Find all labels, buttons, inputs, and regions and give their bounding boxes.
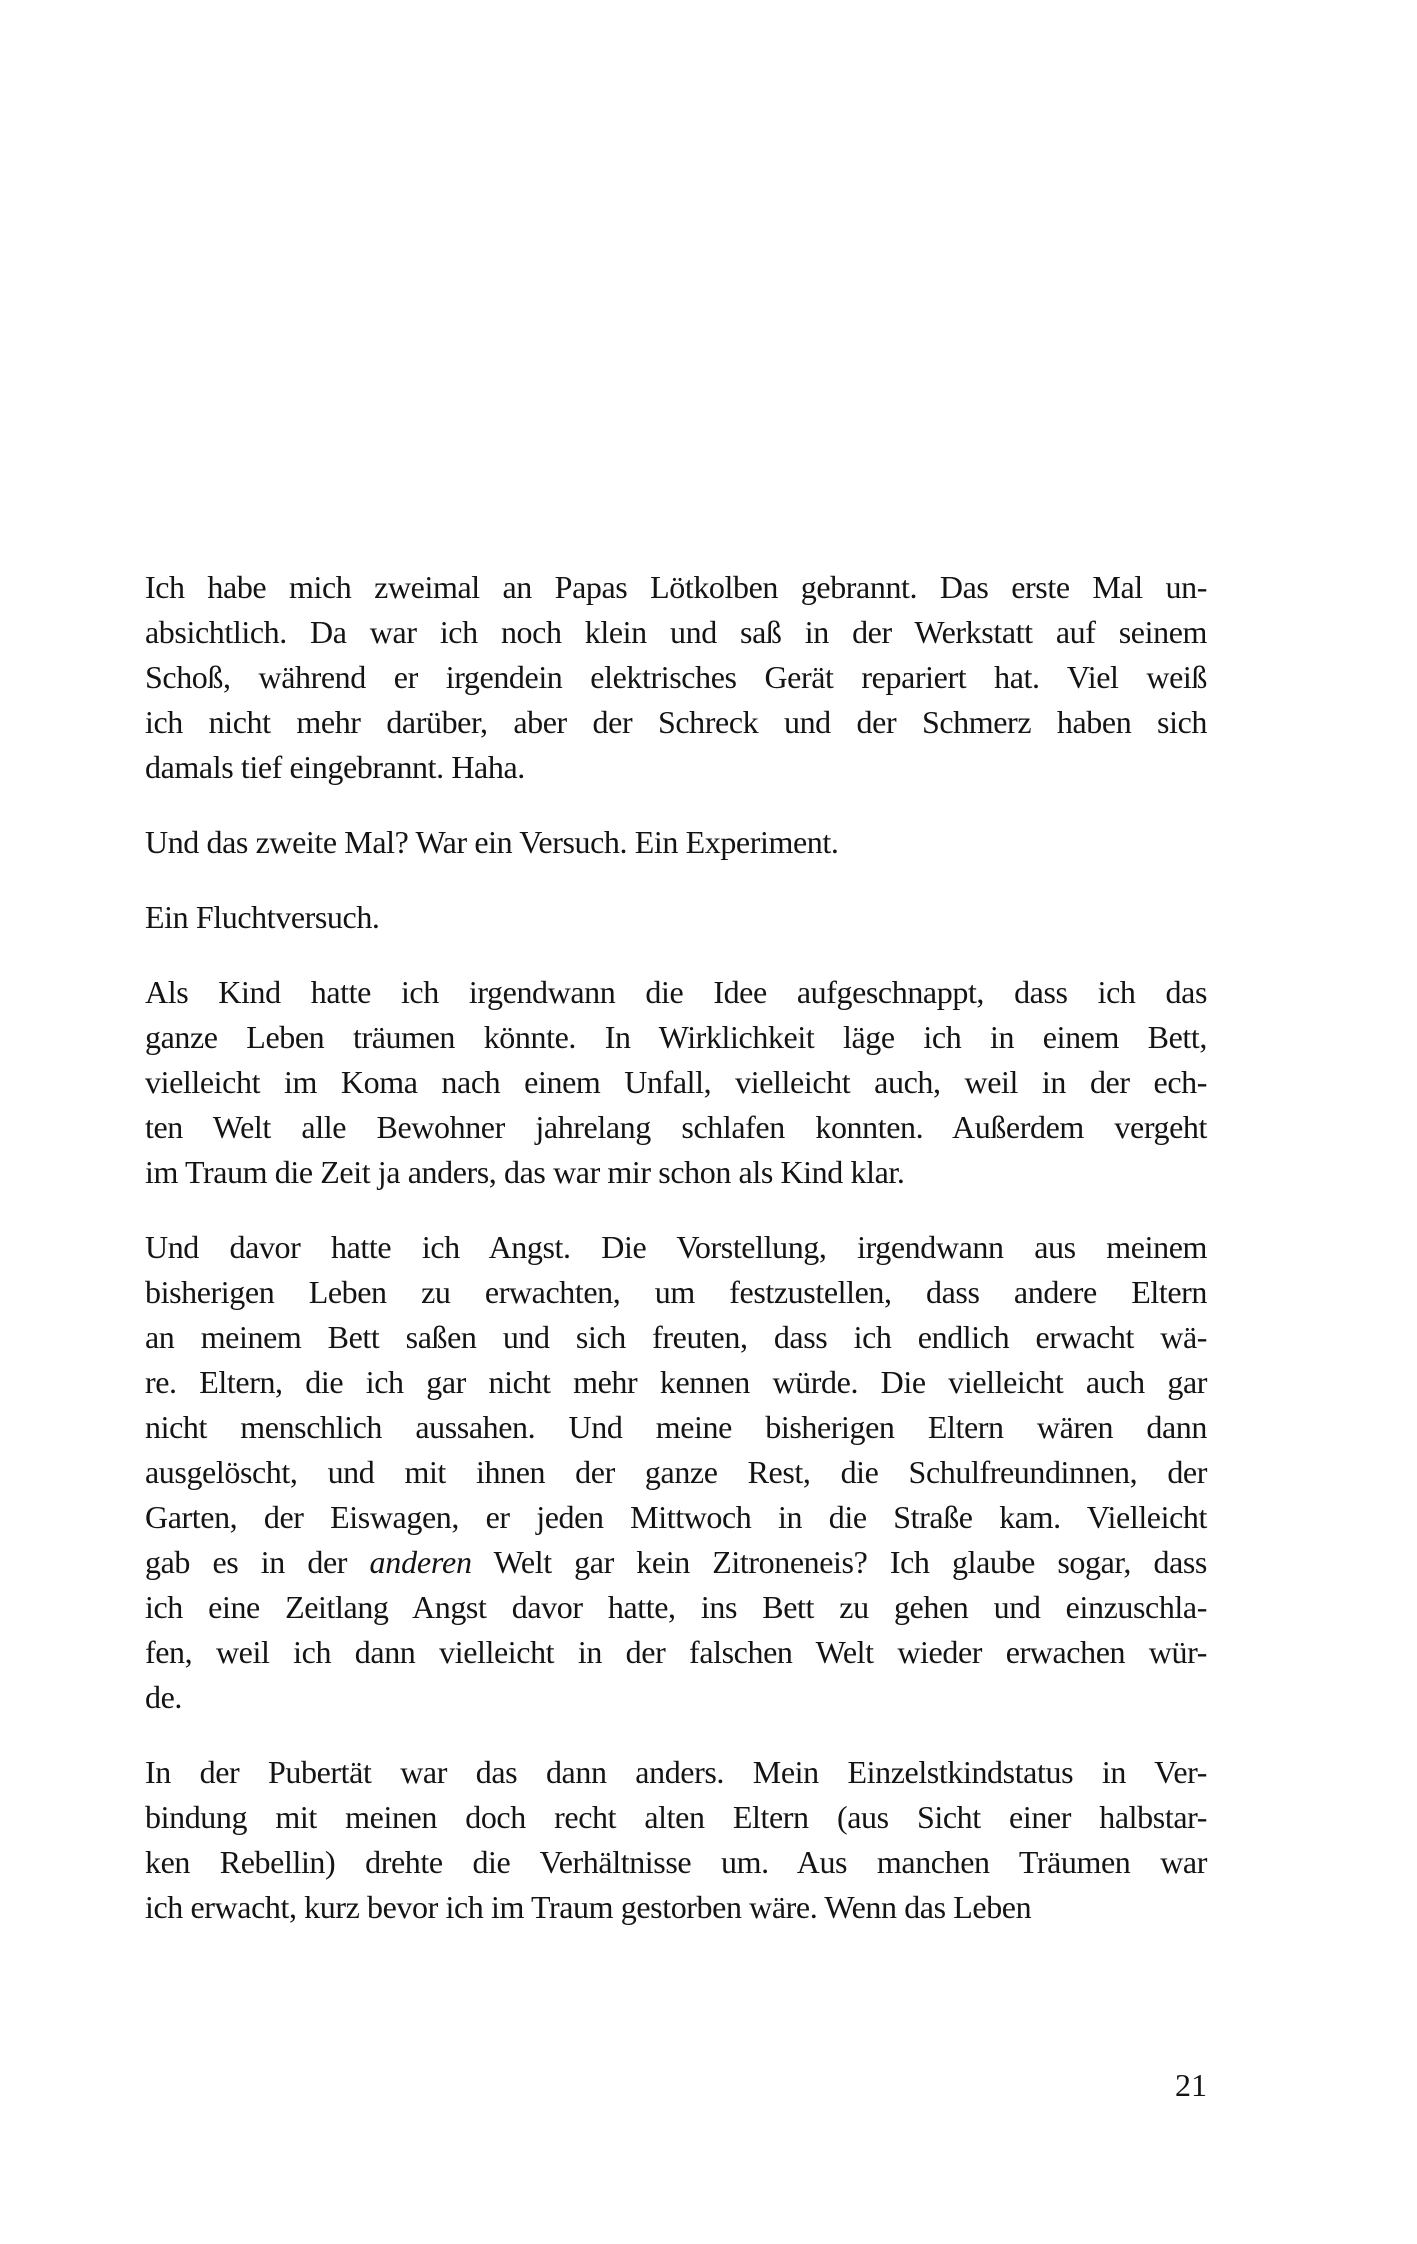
text-line: In der Pubertät war das dann anders. Mein Einzelstkindstatus in Ver- bbox=[145, 1754, 1207, 1790]
text-line: Und das zweite Mal? War ein Versuch. Ein Experiment. bbox=[145, 824, 839, 860]
text-line: re. Eltern, die ich gar nicht mehr kennen würde. Die vielleicht auch gar bbox=[145, 1364, 1207, 1400]
text-line: an meinem Bett saßen und sich freuten, dass ich endlich erwacht wä- bbox=[145, 1319, 1207, 1355]
page-number: 21 bbox=[1175, 2067, 1207, 2103]
text-line: absichtlich. Da war ich noch klein und saß in der Werkstatt auf seinem bbox=[145, 614, 1207, 650]
text-line: gab es in der anderen Welt gar kein Zitroneneis? Ich glaube sogar, dass bbox=[145, 1544, 1207, 1580]
text-line: ich nicht mehr darüber, aber der Schreck und der Schmerz haben sich bbox=[145, 704, 1207, 740]
italic-text: anderen bbox=[369, 1544, 472, 1580]
text-line: bindung mit meinen doch recht alten Eltern (aus Sicht einer halbstar- bbox=[145, 1799, 1207, 1835]
paragraph bbox=[145, 895, 1207, 940]
text-line: im Traum die Zeit ja anders, das war mir schon als Kind klar. bbox=[145, 1154, 905, 1190]
text-line: ken Rebellin) drehte die Verhältnisse um. Aus manchen Träumen war bbox=[145, 1844, 1207, 1880]
text-line: Und davor hatte ich Angst. Die Vorstellung, irgendwann aus meinem bbox=[145, 1229, 1207, 1265]
text-line: nicht menschlich aussahen. Und meine bisherigen Eltern wären dann bbox=[145, 1409, 1207, 1445]
text-line: Ein Fluchtversuch. bbox=[145, 899, 380, 935]
text-line: Garten, der Eiswagen, er jeden Mittwoch in die Straße kam. Vielleicht bbox=[145, 1499, 1207, 1535]
text-line: Schoß, während er irgendein elektrisches Gerät repariert hat. Viel weiß bbox=[145, 659, 1207, 695]
paragraph bbox=[145, 970, 1207, 1195]
text-line: bisherigen Leben zu erwachten, um festzustellen, dass andere Eltern bbox=[145, 1274, 1207, 1310]
text-line: vielleicht im Koma nach einem Unfall, vielleicht auch, weil in der ech- bbox=[145, 1064, 1207, 1100]
text-line: ausgelöscht, und mit ihnen der ganze Rest, die Schulfreundinnen, der bbox=[145, 1454, 1207, 1490]
text-line: fen, weil ich dann vielleicht in der falschen Welt wieder erwachen wür- bbox=[145, 1634, 1207, 1670]
paragraph bbox=[145, 565, 1207, 790]
paragraph bbox=[145, 1750, 1207, 1930]
text-line: Als Kind hatte ich irgendwann die Idee aufgeschnappt, dass ich das bbox=[145, 974, 1207, 1010]
text-line: Ich habe mich zweimal an Papas Lötkolben gebrannt. Das erste Mal un- bbox=[145, 569, 1207, 605]
text-block bbox=[145, 565, 1207, 1930]
text-line: damals tief eingebrannt. Haha. bbox=[145, 749, 525, 785]
text-line: ich eine Zeitlang Angst davor hatte, ins Bett zu gehen und einzuschla- bbox=[145, 1589, 1207, 1625]
paragraph bbox=[145, 820, 1207, 865]
text-line: ten Welt alle Bewohner jahrelang schlafen konnten. Außerdem vergeht bbox=[145, 1109, 1207, 1145]
text-line: ganze Leben träumen könnte. In Wirklichkeit läge ich in einem Bett, bbox=[145, 1019, 1207, 1055]
paragraph bbox=[145, 1225, 1207, 1720]
text-line: ich erwacht, kurz bevor ich im Traum gestorben wäre. Wenn das Leben bbox=[145, 1889, 1032, 1925]
text-line: de. bbox=[145, 1679, 183, 1715]
